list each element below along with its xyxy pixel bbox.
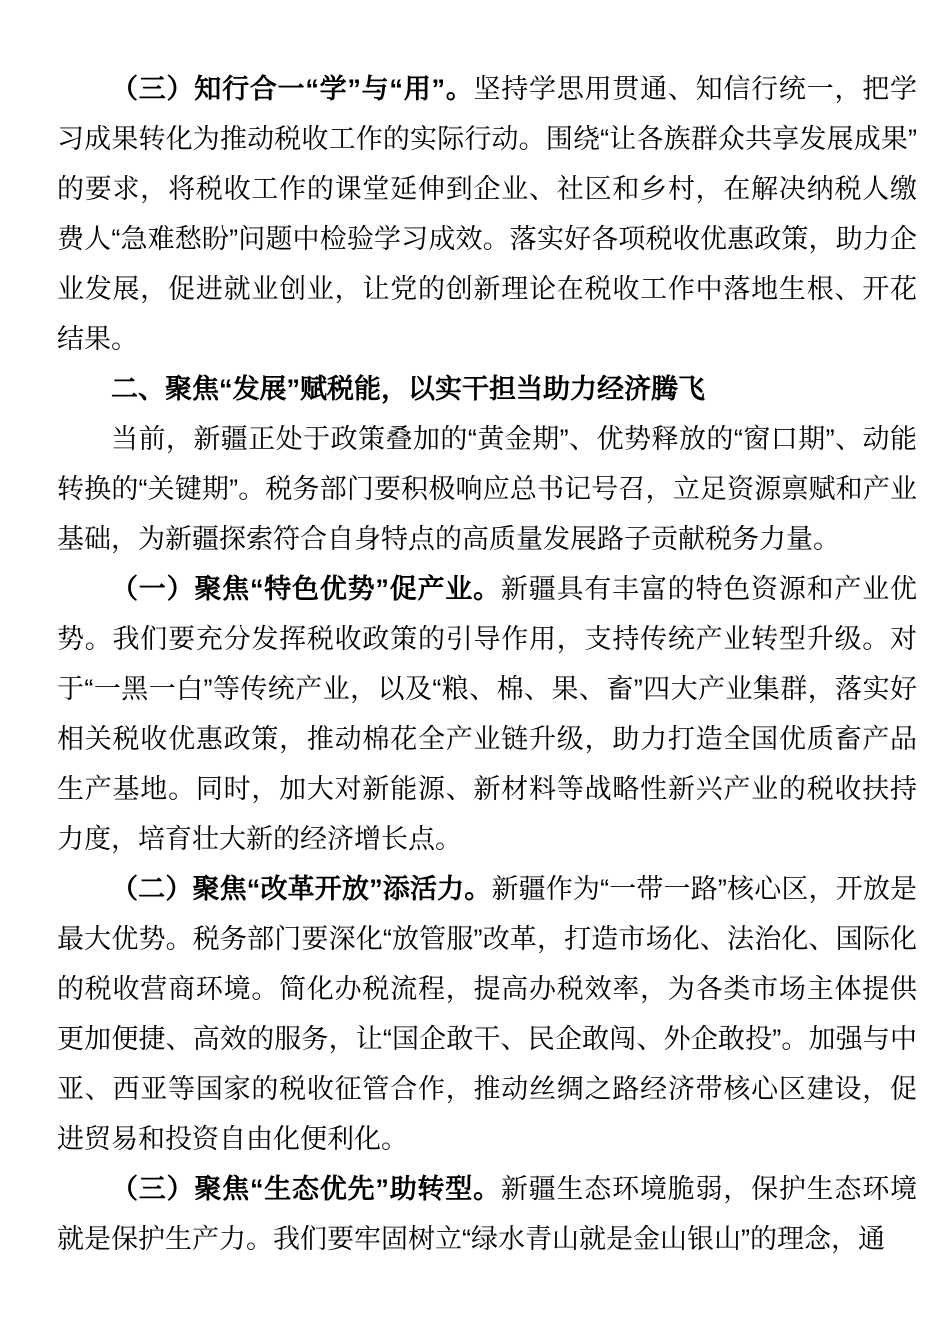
paragraph-body-text: 当前，新疆正处于政策叠加的“黄金期”、优势释放的“窗口期”、动能转换的“关键期”。税务部门要积极响应总书记号召，立足资源禀赋和产业基础，为新疆探索符合自身特点的高质量发展路子贡献税务力量。	[57, 424, 917, 554]
paragraph-body-text: 新疆生态环境脆弱，保护生态环境就是保护生产力。我们要牢固树立“绿水青山就是金山银山”的理念，通	[57, 1174, 918, 1254]
paragraph-lead-bold: （一）聚焦“特色优势”促产业。	[111, 574, 501, 604]
paragraph-section2-item2	[57, 864, 917, 1164]
paragraph-section1-item3	[57, 64, 917, 364]
paragraph-section2-intro	[57, 414, 917, 564]
paragraph-lead-bold: （三）聚焦“生态优先”助转型。	[111, 1174, 501, 1204]
paragraph-lead-bold: （二）聚焦“改革开放”添活力。	[111, 874, 492, 904]
heading-text: 二、聚焦“发展”赋税能，以实干担当助力经济腾飞	[111, 374, 705, 404]
heading-section2	[57, 364, 917, 414]
paragraph-body-text: 新疆作为“一带一路”核心区，开放是最大优势。税务部门要深化“放管服”改革，打造市场化、法治化、国际化的税收营商环境。简化办税流程，提高办税效率，为各类市场主体提供更加便捷、高效的服务，让“国企敢干、民企敢闯、外企敢投”。加强与中亚、西亚等国家的税收征管合作，推动丝绸之路经济带核心区建设，促进贸易和投资自由化便利化。	[57, 874, 918, 1154]
paragraph-section2-item1	[57, 564, 917, 864]
paragraph-body-text: 坚持学思用贯通、知信行统一，把学习成果转化为推动税收工作的实际行动。围绕“让各族群众共享发展成果”的要求，将税收工作的课堂延伸到企业、社区和乡村，在解决纳税人缴费人“急难愁盼”问题中检验学习成效。落实好各项税收优惠政策，助力企业发展，促进就业创业，让党的创新理论在税收工作中落地生根、开花结果。	[57, 74, 917, 354]
paragraph-body-text: 新疆具有丰富的特色资源和产业优势。我们要充分发挥税收政策的引导作用，支持传统产业转型升级。对于“一黑一白”等传统产业，以及“粮、棉、果、畜”四大产业集群，落实好相关税收优惠政策，推动棉花全产业链升级，助力打造全国优质畜产品生产基地。同时，加大对新能源、新材料等战略性新兴产业的税收扶持力度，培育壮大新的经济增长点。	[57, 574, 918, 854]
paragraph-lead-bold: （三）知行合一“学”与“用”。	[111, 74, 474, 104]
paragraph-section2-item3	[57, 1164, 917, 1264]
